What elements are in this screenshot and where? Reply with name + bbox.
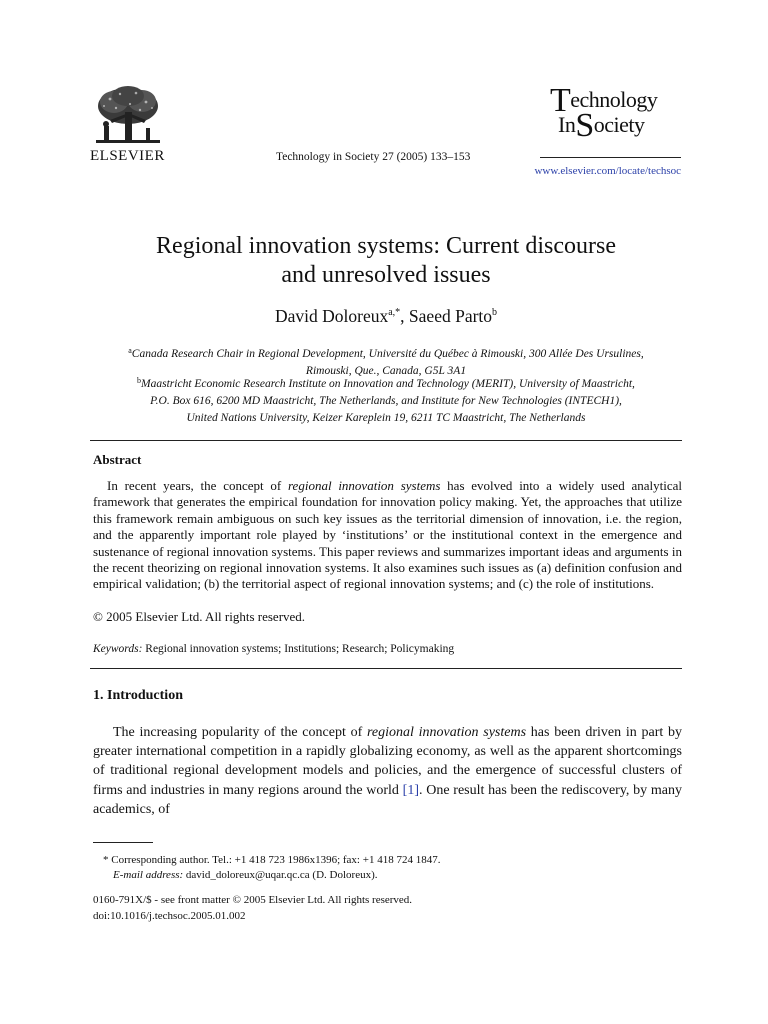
affiliation-b-line2: P.O. Box 616, 6200 MD Maastricht, The Netherlands, and Institute for New Technologies (INTECH1), (150, 395, 622, 407)
intro-text-start: The increasing popularity of the concept of (113, 725, 367, 740)
affiliation-b-line3: United Nations University, Keizer Kareplein 19, 6211 TC Maastricht, The Netherlands (186, 412, 586, 424)
citation-link[interactable]: [1] (402, 782, 419, 798)
abstract-text (93, 478, 682, 593)
keywords (93, 643, 454, 655)
abstract-text-start: In recent years, the concept of (107, 478, 288, 493)
section-heading-introduction: 1. Introduction (93, 688, 183, 703)
elsevier-tree-logo-icon (90, 84, 166, 148)
author-1-affil: a,* (388, 307, 401, 318)
abstract-text-rest: has evolved into a widely used analytical framework that generates the empirical foundation for innovation policy making. Yet, the approaches that utilize this framework remain ambiguous on such key issues as the territorial dimension of innovation, i.e. the region, and the apparently important role played by ‘institutions’ or the institutional context in the emergence and sustenance of regional innovation systems. This paper reviews and summarizes important ideas and arguments in the recent theorizing on regional innovation systems. It also examines such issues as (a) definition confusion and empirical validation; (b) the territorial aspect of regional innovation systems; and (c) the role of institutions. (93, 478, 682, 592)
corresponding-author-footnote: * Corresponding author. Tel.: +1 418 723 1986x1396; fax: +1 418 724 1847. (103, 854, 441, 866)
elsevier-logo (90, 84, 172, 165)
journal-title-word2: ociety (593, 112, 645, 137)
author-2: Saeed Parto (408, 306, 493, 326)
journal-title-initial-s: S (575, 107, 594, 144)
journal-title-in: In (558, 112, 576, 137)
affiliation-a-line1: Canada Research Chair in Regional Development, Université du Québec à Rimouski, 300 Allée Des Ursulines, (131, 348, 644, 360)
journal-title-initial-t: T (550, 82, 571, 119)
issn-line: 0160-791X/$ - see front matter © 2005 Elsevier Ltd. All rights reserved. (93, 894, 413, 906)
abstract-copyright: © 2005 Elsevier Ltd. All rights reserved. (93, 609, 306, 624)
affiliation-a-line2: Rimouski, Que., Canada, G5L 3A1 (305, 365, 467, 377)
author-separator: , (400, 306, 409, 326)
abstract-heading: Abstract (93, 452, 142, 467)
intro-text-emphasis: regional innovation systems (366, 725, 527, 740)
journal-reference: Technology in Society 27 (2005) 133–153 (276, 151, 471, 163)
footnote-rule (93, 842, 153, 843)
journal-url-link[interactable]: www.elsevier.com/locate/techsoc (534, 165, 681, 177)
article-title (90, 232, 682, 290)
abstract-top-rule (90, 440, 682, 441)
affiliation-a-marker: a (128, 346, 132, 355)
affiliation-b (90, 372, 682, 427)
email-address: david_doloreux@uqar.qc.ca (D. Doloreux). (183, 869, 378, 881)
journal-title-rule (540, 157, 681, 158)
intro-text-middle: has been driven in part by greater international competition in a rapidly globalizing economy, as well as the apparent shortcomings of traditional regional development models and policies, and the emergence of successful clusters of firms and industries in many regions around the world (93, 725, 682, 798)
keywords-label: Keywords: (93, 643, 143, 655)
author-list (90, 306, 682, 327)
journal-title-word1: echnology (570, 87, 658, 112)
intro-text-end: . One result has been the rediscovery, by many academics, of (93, 782, 682, 817)
author-2-affil: b (492, 307, 498, 318)
email-footnote (113, 868, 378, 883)
title-line-2: and unresolved issues (281, 262, 491, 288)
abstract-text-emphasis: regional innovation systems (287, 478, 441, 493)
abstract-bottom-rule (90, 668, 682, 669)
journal-title-logo (550, 82, 690, 144)
email-label: E-mail address: (113, 869, 184, 881)
title-line-1: Regional innovation systems: Current discourse (156, 233, 616, 259)
doi-line: doi:10.1016/j.techsoc.2005.01.002 (93, 910, 246, 922)
keywords-list: Regional innovation systems; Institutions; Research; Policymaking (145, 643, 455, 655)
publisher-name: ELSEVIER (90, 148, 165, 164)
author-1: David Doloreux (274, 306, 389, 326)
introduction-paragraph (93, 723, 682, 819)
affiliation-b-line1: Maastricht Economic Research Institute on Innovation and Technology (MERIT), University of Maastricht, (141, 378, 635, 390)
affiliation-b-marker: b (137, 376, 142, 385)
